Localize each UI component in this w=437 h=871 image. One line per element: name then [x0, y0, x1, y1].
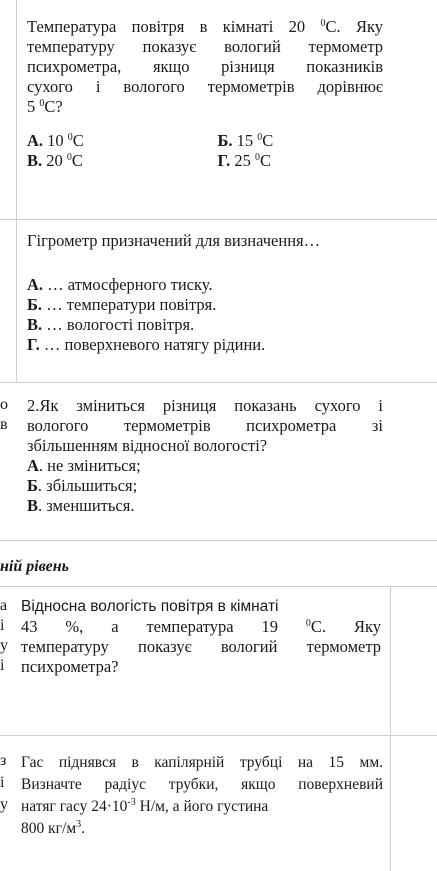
answer-options [27, 131, 383, 151]
answer-option[interactable]: Г. 25 $^0$C [217, 151, 272, 170]
question-5-line: натяг гасу $24\cdot 10^{-3}$ Н/м, а його густина [21, 797, 269, 815]
question-2-stem: Гігрометр призначений для визначення… [27, 231, 321, 250]
left-fragment: в [0, 416, 8, 433]
answer-option[interactable]: А. не зміниться; [27, 456, 141, 475]
answer-option[interactable]: В. зменшиться. [27, 496, 135, 515]
question-3-line: 2.Як зміниться різниця показань сухого і [27, 396, 383, 415]
question-1-line: 5 $^0$С? [27, 97, 63, 116]
question-5-line: Визначте радіус трубки, якщо поверхневий [21, 776, 383, 793]
question-5 [21, 752, 383, 840]
column-divider [16, 219, 17, 382]
row-divider [0, 219, 437, 220]
question-1-line: температуру показує вологий термометр [27, 37, 383, 56]
question-1-line: психрометра, якщо різниця показників [27, 57, 383, 76]
question-1 [27, 17, 383, 171]
left-fragment: і [0, 774, 5, 791]
question-4-line: Відносна вологість повітря в кімнаті [21, 598, 279, 615]
answer-options [27, 151, 383, 171]
row-divider [0, 382, 437, 383]
question-3-line: вологого термометрів психрометра зі [27, 416, 383, 435]
left-fragment: а [0, 597, 8, 614]
left-fragment: у [0, 637, 8, 654]
question-4 [21, 597, 381, 677]
column-divider [390, 735, 391, 871]
question-1-line: Температура повітря в кімнаті 20 $^0$С. Яку [27, 17, 383, 36]
row-divider [0, 735, 437, 736]
answer-option[interactable]: А. 10 $^0$C [27, 131, 84, 150]
left-fragment: о [0, 396, 8, 413]
answer-option[interactable]: Г. … поверхневого натягу рідини. [27, 335, 266, 354]
answer-option[interactable]: А. … атмосферного тиску. [27, 275, 213, 294]
question-5-line: 800 $кг/м^3$. [21, 819, 86, 837]
question-1-line: сухого і вологого термометрів дорівнює [27, 77, 383, 96]
question-4-line: психрометра? [21, 657, 119, 676]
left-fragment: і [0, 617, 5, 634]
left-fragment: і [0, 657, 5, 674]
answer-option[interactable]: Б. збільшиться; [27, 476, 138, 495]
question-3-line: збільшенням відносної вологості? [27, 436, 268, 455]
answer-option[interactable]: Б. … температури повітря. [27, 295, 217, 314]
column-divider [390, 586, 391, 735]
question-2 [27, 231, 387, 355]
answer-option[interactable]: В. 20 $^0$C [27, 151, 83, 170]
left-fragment: з [0, 752, 7, 769]
row-divider [0, 586, 437, 587]
left-fragment: у [0, 796, 8, 813]
column-divider [16, 0, 17, 219]
question-5-line: Гас піднявся в капілярній трубці на 15 мм. [21, 754, 383, 771]
question-4-line: температуру показує вологий термометр [21, 637, 381, 656]
answer-option[interactable]: В. … вологості повітря. [27, 315, 195, 334]
row-divider [0, 540, 437, 541]
answer-option[interactable]: Б. 15 $^0$C [217, 131, 274, 150]
question-4-line: 43 %, а температура 19 $^0$С. Яку [21, 617, 381, 636]
section-heading: ній рівень [0, 558, 69, 575]
question-3 [27, 396, 383, 516]
